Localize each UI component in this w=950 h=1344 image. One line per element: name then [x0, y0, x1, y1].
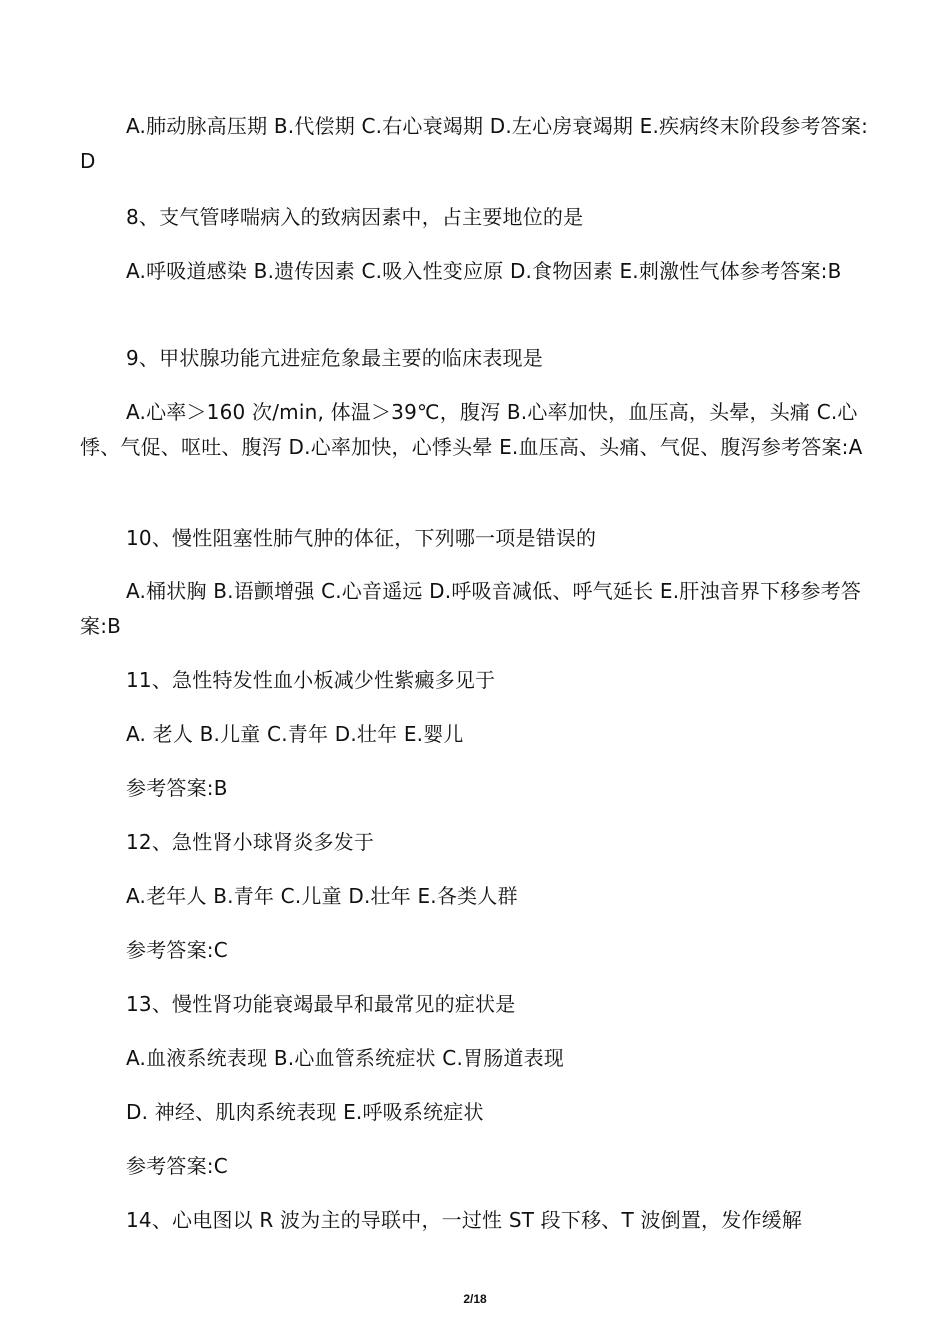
- answer-options-q10: A.桶状胸 B.语颤增强 C.心音遥远 D.呼吸音减低、呼气延长 E.肝浊音界下移参考答案:B: [80, 579, 862, 638]
- answer-key-q13: 参考答案:C: [126, 1154, 228, 1178]
- question-8: 8、支气管哮喘病入的致病因素中，占主要地位的是: [126, 205, 584, 229]
- answer-options-q11: A. 老人 B.儿童 C.青年 D.壮年 E.婴儿: [126, 722, 464, 746]
- answer-options-q7: A.肺动脉高压期 B.代偿期 C.右心衰竭期 D.左心房衰竭期 E.疾病终末阶段参考答案:D: [80, 114, 869, 173]
- question-12: 12、急性肾小球肾炎多发于: [126, 830, 375, 854]
- question-13: 13、慢性肾功能衰竭最早和最常见的症状是: [126, 992, 516, 1016]
- question-10: 10、慢性阻塞性肺气肿的体征，下列哪一项是错误的: [126, 526, 597, 550]
- answer-options-q13-part2: D. 神经、肌肉系统表现 E.呼吸系统症状: [126, 1100, 484, 1124]
- question-9: 9、甲状腺功能亢进症危象最主要的临床表现是: [126, 346, 543, 370]
- answer-key-q12: 参考答案:C: [126, 938, 228, 962]
- answer-key-q11: 参考答案:B: [126, 776, 228, 800]
- page-number: 2/18: [463, 1292, 487, 1306]
- answer-options-q8: A.呼吸道感染 B.遗传因素 C.吸入性变应原 D.食物因素 E.刺激性气体参考答案:B: [126, 259, 842, 283]
- answer-options-q12: A.老年人 B.青年 C.儿童 D.壮年 E.各类人群: [126, 884, 518, 908]
- question-11: 11、急性特发性血小板减少性紫癜多见于: [126, 668, 496, 692]
- answer-options-q9: A.心率＞160 次/min, 体温＞39℃，腹泻 B.心率加快，血压高，头晕，头痛 C.心悸、气促、呕吐、腹泻 D.心率加快，心悸头晕 E.血压高、头痛、气促、腹泻参考答案:A: [80, 400, 863, 459]
- question-14: 14、心电图以 R 波为主的导联中，一过性 ST 段下移、T 波倒置，发作缓解: [126, 1208, 803, 1232]
- answer-options-q13-part1: A.血液系统表现 B.心血管系统症状 C.胃肠道表现: [126, 1046, 565, 1070]
